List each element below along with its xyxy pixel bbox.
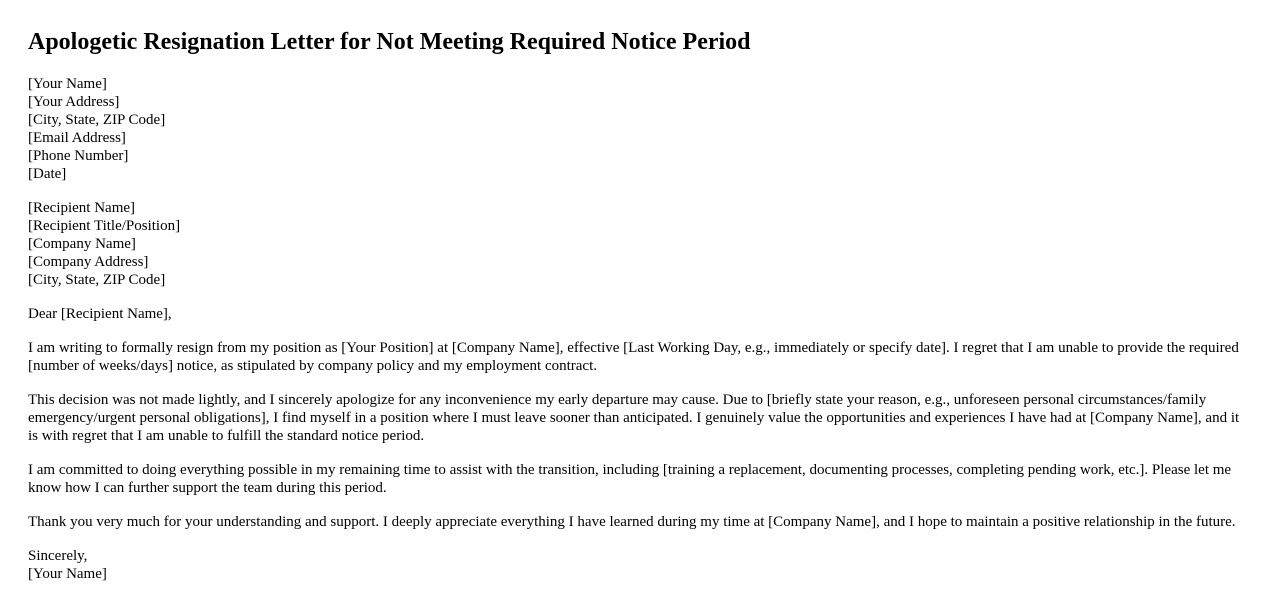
valediction: Sincerely, — [28, 548, 88, 564]
recipient-company: [Company Name] — [28, 236, 136, 252]
sender-address: [Your Address] — [28, 94, 120, 110]
body-paragraph: I am committed to doing everything possible in my remaining time to assist with the transition, including [training a replacement, documenting processes, completing pending work, etc.]. Please let me know how I can further support the team during this period. — [28, 462, 1232, 496]
body-paragraph: I am writing to formally resign from my position as [Your Position] at [Company Name], effective [Last Working Day, e.g., immediately or specify date]. I regret that I am unable to provide the required [number of weeks/days] notice, as stipulated by company policy and my employment contract. — [28, 340, 1239, 374]
body-paragraph: Thank you very much for your understanding and support. I deeply appreciate everything I have learned during my time at [Company Name], and I hope to maintain a positive relationship in the future. — [28, 514, 1236, 530]
recipient-name: [Recipient Name] — [28, 200, 136, 216]
page-title: Apologetic Resignation Letter for Not Meeting Required Notice Period — [28, 29, 751, 55]
salutation: Dear [Recipient Name], — [28, 306, 172, 322]
recipient-address-block — [28, 199, 1278, 289]
closing-block — [28, 547, 1278, 583]
sender-email: [Email Address] — [28, 130, 126, 146]
recipient-company-address: [Company Address] — [28, 254, 149, 270]
letter-date: [Date] — [28, 166, 67, 182]
body-paragraph: This decision was not made lightly, and I sincerely apologize for any inconvenience my early departure may cause. Due to [briefly state your reason, e.g., unforeseen personal circumstances/family emergency/urgent personal obligations], I find myself in a position where I must leave sooner than anticipated. I genuinely value the opportunities and experiences I have had at [Company Name], and it is with regret that I am unable to fulfill the standard notice period. — [28, 392, 1240, 444]
sender-address-block — [28, 75, 1278, 183]
sender-name: [Your Name] — [28, 76, 107, 92]
recipient-city-state-zip: [City, State, ZIP Code] — [28, 272, 166, 288]
sender-phone: [Phone Number] — [28, 148, 129, 164]
signature-name: [Your Name] — [28, 566, 107, 582]
sender-city-state-zip: [City, State, ZIP Code] — [28, 112, 166, 128]
recipient-title: [Recipient Title/Position] — [28, 218, 181, 234]
